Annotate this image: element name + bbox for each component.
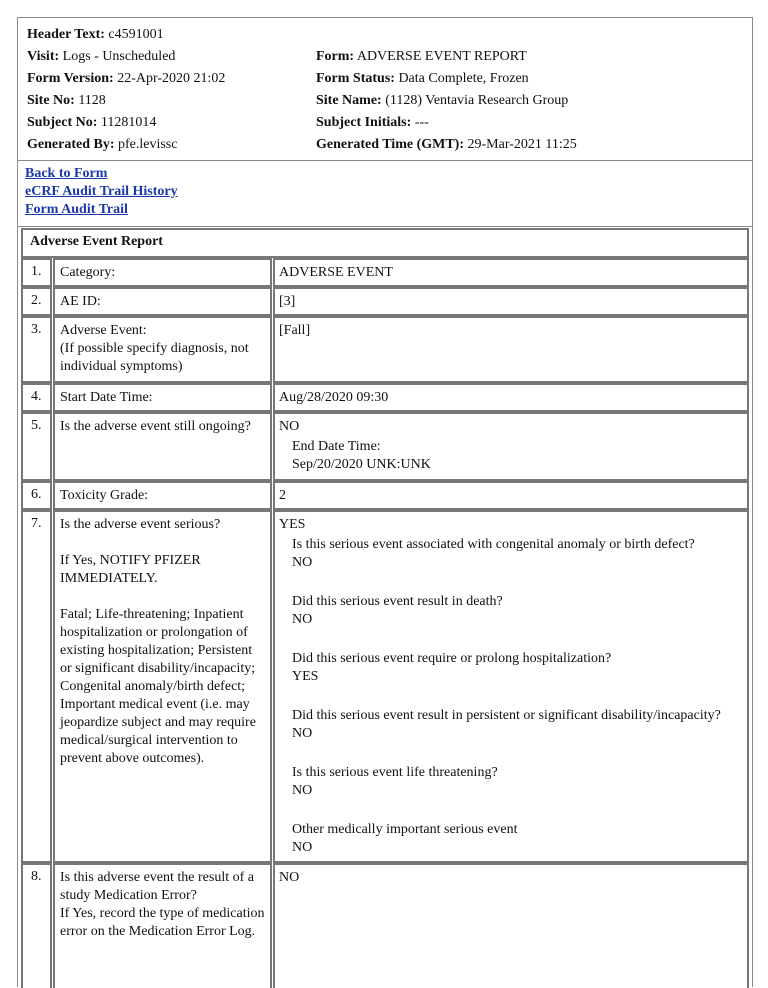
table-row — [21, 863, 749, 988]
row-value: 2 — [279, 488, 286, 503]
serious-question: Is this serious event associated with congenital anomaly or birth defect? — [292, 537, 695, 552]
back-to-form-link[interactable]: Back to Form — [25, 166, 108, 181]
row-number: 8. — [31, 869, 42, 884]
serious-answer: NO — [292, 783, 313, 798]
row-number: 3. — [31, 322, 42, 337]
row-label: Toxicity Grade: — [60, 488, 149, 503]
form-version: Form Version: 22-Apr-2020 21:02 — [27, 71, 226, 86]
serious-answer: NO — [292, 555, 313, 570]
generated-time: Generated Time (GMT): 29-Mar-2021 11:25 — [316, 137, 577, 152]
row-label: Adverse Event: (If possible specify diagnosis, not individual symptoms) — [60, 323, 249, 374]
row-value: [Fall] — [279, 323, 311, 338]
end-date-label: End Date Time: — [292, 439, 381, 454]
row-number: 4. — [31, 389, 42, 404]
row-value: NO — [279, 870, 300, 885]
row-label: Is the adverse event serious? If Yes, NOTIFY PFIZER IMMEDIATELY. Fatal; Life-threatening; Inpatient hospitalization or prolongation of existing hospitalization; Persistent or significant disability/incapacity; Congenital anomaly/birth defect; Important medical event (i.e. may jeopardize subject and may require medical/surgical intervention to prevent above outcomes). — [60, 517, 256, 766]
serious-answer: NO — [292, 840, 313, 855]
row-label: Is this adverse event the result of a study Medication Error? If Yes, record the type of medication error on the Medication Error Log. — [60, 870, 265, 939]
serious-answer: NO — [292, 726, 313, 741]
row-number: 2. — [31, 293, 42, 308]
nav-links — [18, 160, 752, 227]
end-date-value: Sep/20/2020 UNK:UNK — [292, 457, 431, 472]
serious-question: Did this serious event require or prolong hospitalization? — [292, 651, 612, 666]
serious-question: Is this serious event life threatening? — [292, 765, 498, 780]
row-value: ADVERSE EVENT — [279, 265, 393, 280]
row-label: Is the adverse event still ongoing? — [60, 419, 251, 434]
serious-question: Did this serious event result in death? — [292, 594, 503, 609]
serious-question: Did this serious event result in persistent or significant disability/incapacity? — [292, 708, 721, 723]
row-number: 7. — [31, 516, 42, 531]
row-number: 1. — [31, 264, 42, 279]
site-name: Site Name: (1128) Ventavia Research Group — [316, 93, 569, 108]
row-value: Aug/28/2020 09:30 — [279, 390, 389, 405]
row-value: [3] — [279, 294, 296, 309]
row-value: NO — [279, 419, 300, 434]
table-row — [21, 412, 749, 481]
serious-answer: YES — [292, 669, 319, 684]
row-value: YES — [279, 517, 306, 532]
row-number: 6. — [31, 487, 42, 502]
subject-no: Subject No: 11281014 — [27, 115, 157, 130]
table-row — [21, 287, 749, 316]
row-number: 5. — [31, 418, 42, 433]
report-frame — [17, 17, 753, 987]
section-title-bar — [21, 228, 749, 258]
generated-by: Generated By: pfe.levissc — [27, 137, 178, 152]
serious-answer: NO — [292, 612, 313, 627]
section-title: Adverse Event Report — [30, 234, 163, 249]
serious-question: Other medically important serious event — [292, 822, 518, 837]
table-row — [21, 383, 749, 412]
row-label: Category: — [60, 265, 116, 280]
row-label: Start Date Time: — [60, 390, 153, 405]
form-audit-trail-link[interactable]: Form Audit Trail — [25, 202, 128, 217]
subject-initials: Subject Initials: --- — [316, 115, 429, 130]
table-row — [21, 258, 749, 287]
table-row — [21, 316, 749, 383]
header-text: Header Text: c4591001 — [27, 27, 164, 42]
report-header — [18, 18, 752, 161]
site-no: Site No: 1128 — [27, 93, 106, 108]
table-row — [21, 481, 749, 510]
form-name: Form: ADVERSE EVENT REPORT — [316, 49, 527, 64]
form-status: Form Status: Data Complete, Frozen — [316, 71, 529, 86]
row-label: AE ID: — [60, 294, 101, 309]
table-row — [21, 510, 749, 863]
ecrf-audit-trail-link[interactable]: eCRF Audit Trail History — [25, 184, 178, 199]
visit: Visit: Logs - Unscheduled — [27, 49, 176, 64]
